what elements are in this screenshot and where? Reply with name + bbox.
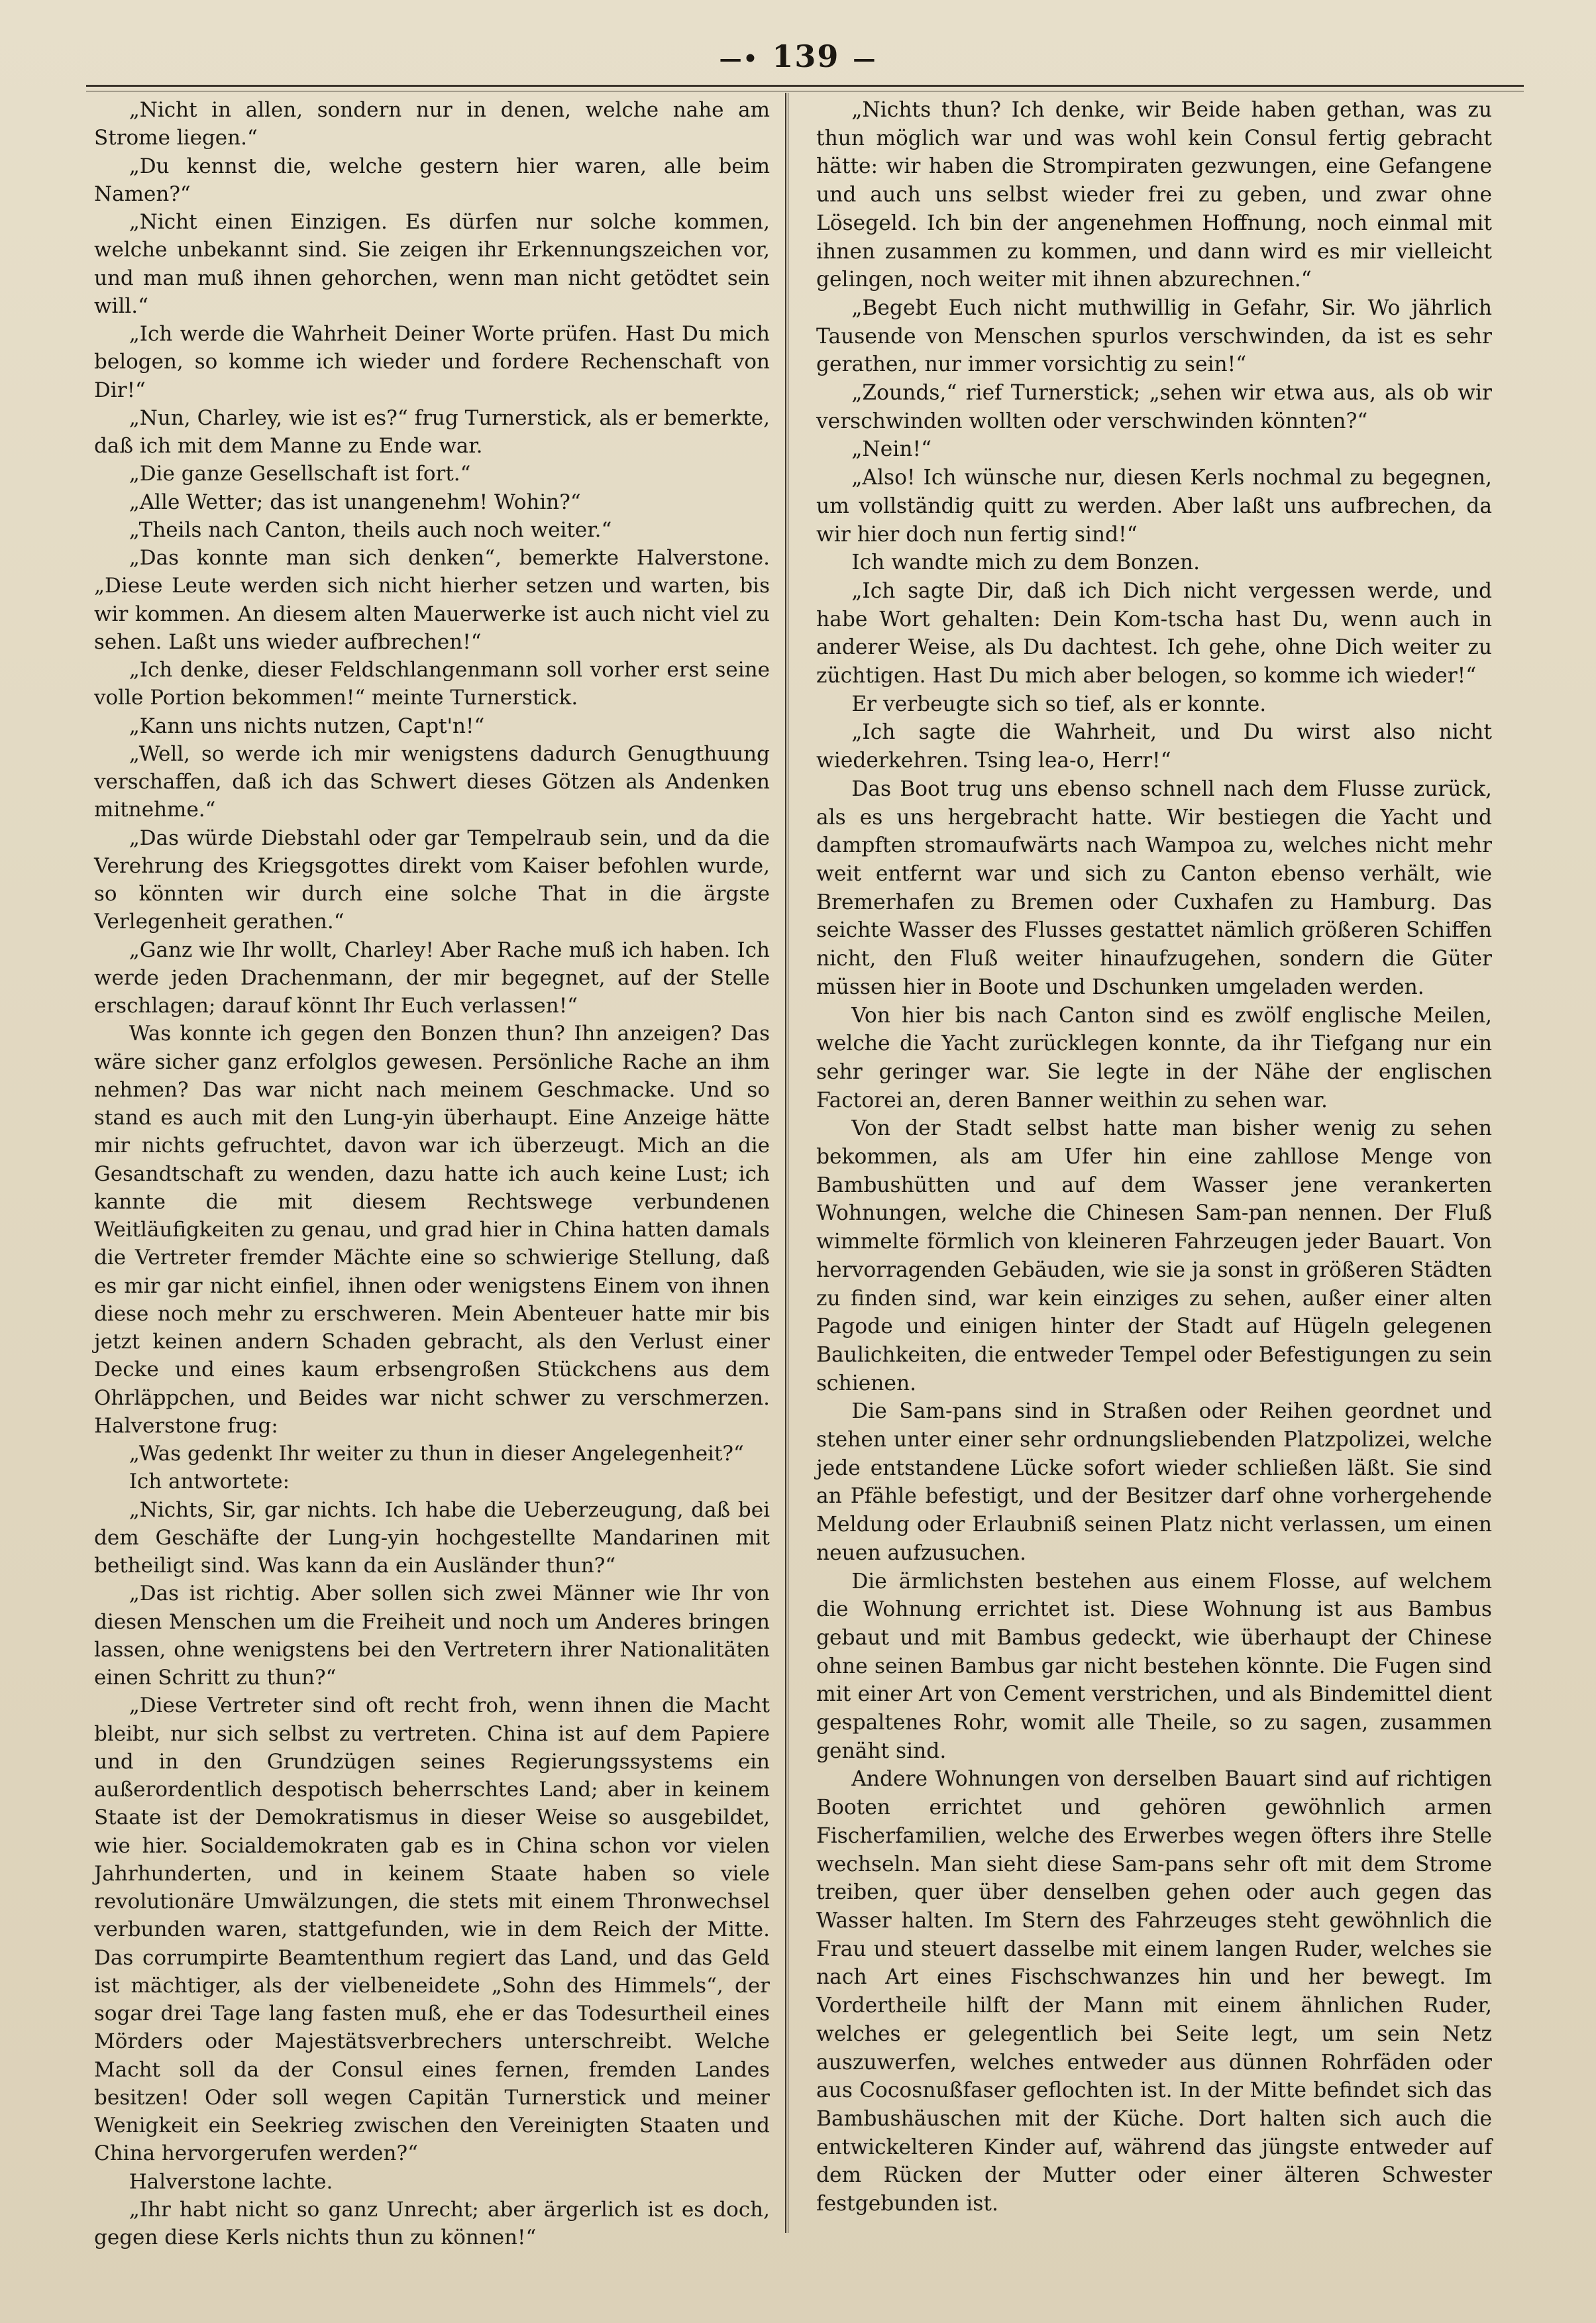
paragraph: „Was gedenkt Ihr weiter zu thun in dieser Angelegenheit?“	[129, 1442, 744, 1466]
column-divider	[785, 93, 786, 2233]
paragraph: „Das konnte man sich denken“, bemerkte Halverstone. „Diese Leute werden sich nicht hierher setzen und warten, bis wir kommen. An diesem alten Mauerwerke ist auch nicht viel zu sehen. Laßt uns wieder aufbrechen!“	[94, 546, 770, 654]
paragraph: Halverstone lachte.	[129, 2169, 333, 2194]
paragraph: „Ganz wie Ihr wollt, Charley! Aber Rache muß ich haben. Ich werde jeden Drachenmann, der mir begegnet, auf der Stelle erschlagen; darauf könnt Ihr Euch verlassen!“	[94, 938, 770, 1018]
ornament-right: —	[853, 46, 877, 72]
header-rule	[86, 85, 1524, 91]
paragraph: „Theils nach Canton, theils auch noch weiter.“	[129, 517, 612, 542]
paragraph: „Ihr habt nicht so ganz Unrecht; aber ärgerlich ist es doch, gegen diese Kerls nichts thun zu können!“	[94, 2197, 770, 2249]
ornament-left: —•	[719, 46, 759, 72]
paragraph: „Nein!“	[851, 437, 932, 462]
page-number: 139	[772, 38, 840, 74]
paragraph: Andere Wohnungen von derselben Bauart sind auf richtigen Booten errichtet und gehören gewöhnlich armen Fischerfamilien, welche des Erwerbes wegen öfters ihre Stelle wechseln. Man sieht diese Sam-pans sehr oft mit dem Strome treiben, quer über denselben gehen oder auch gegen das Wasser halten. Im Stern des Fahrzeuges steht gewöhnlich die Frau und steuert dasselbe mit einem langen Ruder, welches sie nach Art eines Fischschwanzes hin und her bewegt. Im Vordertheile hilft der Mann mit einem ähnlichen Ruder, welches er gelegentlich bei Seite legt, um sein Netz auszuwerfen, welches entweder aus dünnen Rohrfäden oder aus Cocosnußfaser geflochten ist. In der Mitte befindet sich das Bambushäuschen mit der Küche. Dort halten sich auch die entwickelteren Kinder auf, während das jüngste entweder auf dem Rücken der Mutter oder einer älteren Schwester festgebunden ist.	[816, 1767, 1492, 2216]
page-header	[0, 38, 1596, 74]
paragraph: Ich wandte mich zu dem Bonzen.	[851, 551, 1200, 575]
paragraph: „Zounds,“ rief Turnerstick; „sehen wir etwa aus, als ob wir verschwinden wollten oder verschwinden könnten?“	[816, 381, 1492, 433]
paragraph: „Das würde Diebstahl oder gar Tempelraub sein, und da die Verehrung des Kriegsgottes direkt vom Kaiser befohlen wurde, so könnten wir durch eine solche That in die ärgste Verlegenheit gerathen.“	[94, 826, 770, 934]
paragraph: „Das ist richtig. Aber sollen sich zwei Männer wie Ihr von diesen Menschen um die Freiheit und noch um Anderes bringen lassen, ohne wenigstens bei den Vertretern ihrer Nationalitäten einen Schritt zu thun?“	[94, 1582, 770, 1690]
paragraph: „Nun, Charley, wie ist es?“ frug Turnerstick, als er bemerkte, daß ich mit dem Manne zu Ende war.	[94, 405, 770, 458]
paragraph: „Also! Ich wünsche nur, diesen Kerls nochmal zu begegnen, um vollständig quitt zu werden. Aber laßt uns aufbrechen, da wir hier doch nun fertig sind!“	[816, 466, 1492, 547]
paragraph: „Nicht einen Einzigen. Es dürfen nur solche kommen, welche unbekannt sind. Sie zeigen ihr Erkennungszeichen vor, und man muß ihnen gehorchen, wenn man nicht getödtet sein will.“	[94, 210, 770, 318]
paragraph: „Die ganze Gesellschaft ist fort.“	[129, 462, 471, 486]
paragraph: „Ich denke, dieser Feldschlangenmann soll vorher erst seine volle Portion bekommen!“ meinte Turnerstick.	[94, 658, 770, 710]
paragraph: Von hier bis nach Canton sind es zwölf englische Meilen, welche die Yacht zurücklegen konnte, da ihr Tiefgang nur ein sehr geringer war. Sie legte in der Nähe der englischen Factorei an, deren Banner weithin zu sehen war.	[816, 1003, 1492, 1112]
paragraph: „Ich werde die Wahrheit Deiner Worte prüfen. Hast Du mich belogen, so komme ich wieder und fordere Rechenschaft von Dir!“	[94, 322, 770, 402]
paragraph: „Nicht in allen, sondern nur in denen, welche nahe am Strome liegen.“	[94, 98, 770, 150]
paragraph: Ich antwortete:	[129, 1470, 290, 1494]
paragraph: „Du kennst die, welche gestern hier waren, alle beim Namen?“	[94, 154, 770, 206]
right-column	[816, 96, 1492, 2218]
paragraph: „Kann uns nichts nutzen, Capt'n!“	[129, 714, 485, 738]
paragraph: „Ich sagte die Wahrheit, und Du wirst also nicht wiederkehren. Tsing lea-o, Herr!“	[816, 720, 1492, 773]
paragraph: „Ich sagte Dir, daß ich Dich nicht vergessen werde, und habe Wort gehalten: Dein Kom-tscha hast Du, wenn auch in anderer Weise, als Du dachtest. Ich gehe, ohne Dich weiter zu züchtigen. Hast Du mich aber belogen, so komme ich wieder!“	[816, 578, 1492, 688]
paragraph: Von der Stadt selbst hatte man bisher wenig zu sehen bekommen, als am Ufer hin eine zahllose Menge von Bambushütten und auf dem Wasser jene verankerten Wohnungen, welche die Chinesen Sam-pan nennen. Der Fluß wimmelte förmlich von kleineren Fahrzeugen jeder Bauart. Von hervorragenden Gebäuden, wie sie ja sonst in größeren Städten zu finden sind, war kein einziges zu sehen, außer einer alten Pagode und einigen hinter der Stadt auf Hügeln gelegenen Baulichkeiten, die entweder Tempel oder Befestigungen zu sein schienen.	[816, 1116, 1492, 1395]
paragraph: Die ärmlichsten bestehen aus einem Flosse, auf welchem die Wohnung errichtet ist. Diese Wohnung ist aus Bambus gebaut und mit Bambus gedeckt, wie überhaupt der Chinese ohne seinen Bambus gar nicht bestehen könnte. Die Fugen sind mit einer Art von Cement verstrichen, und als Bindemittel dient gespaltenes Rohr, womit alle Theile, so zu sagen, zusammen genäht sind.	[816, 1569, 1492, 1763]
paragraph: „Nichts thun? Ich denke, wir Beide haben gethan, was zu thun möglich war und was wohl kein Consul fertig gebracht hätte: wir haben die Strompiraten gezwungen, eine Gefangene und auch uns selbst wieder frei zu geben, und zwar ohne Lösegeld. Ich bin der angenehmen Hoffnung, noch einmal mit ihnen zusammen zu kommen, und dann wird es mir vielleicht gelingen, noch weiter mit ihnen abzurechnen.“	[816, 98, 1492, 292]
paragraph: „Begebt Euch nicht muthwillig in Gefahr, Sir. Wo jährlich Tausende von Menschen spurlos verschwinden, da ist es sehr gerathen, nur immer vorsichtig zu sein!“	[816, 296, 1492, 377]
paragraph: „Alle Wetter; das ist unangenehm! Wohin?“	[129, 490, 581, 514]
paragraph: „Diese Vertreter sind oft recht froh, wenn ihnen die Macht bleibt, nur sich selbst zu vertreten. China ist auf dem Papiere und in den Grundzügen seines Regierungssystems ein außerordentlich despotisch beherrschtes Land; aber in keinem Staate ist der Demokratismus in dieser Weise so ausgebildet, wie hier. Socialdemokraten gab es in China schon vor vielen Jahrhunderten, und in keinem Staate haben so viele revolutionäre Umwälzungen, die stets mit einem Thronwechsel verbunden waren, stattgefunden, wie in dem Reich der Mitte. Das corrumpirte Beamtenthum regiert das Land, und das Geld ist mächtiger, als der vielbeneidete „Sohn des Himmels“, der sogar drei Tage lang fasten muß, ehe er das Todesurtheil eines Mörders oder Majestätsverbrechers unterschreibt. Welche Macht soll da der Consul eines fernen, fremden Landes besitzen! Oder soll wegen Capitän Turnerstick und meiner Wenigkeit ein Seekrieg zwischen den Vereinigten Staaten und China hervorgerufen werden?“	[94, 1694, 770, 2166]
paragraph: Was konnte ich gegen den Bonzen thun? Ihn anzeigen? Das wäre sicher ganz erfolglos gewesen. Persönliche Rache an ihm nehmen? Das war nicht nach meinem Geschmacke. Und so stand es auch mit den Lung-yin überhaupt. Eine Anzeige hätte mir nichts gefruchtet, davon war ich überzeugt. Mich an die Gesandtschaft zu wenden, dazu hatte ich auch keine Lust; ich kannte die mit diesem Rechtswege verbundenen Weitläufigkeiten zu genau, und grad hier in China hatten damals die Vertreter fremder Mächte eine so schwierige Stellung, daß es mir gar nicht einfiel, ihnen oder wenigstens Einem von ihnen diese noch mehr zu erschweren. Mein Abenteuer hatte mir bis jetzt keinen andern Schaden gebracht, als den Verlust einer Decke und eines kaum erbsengroßen Stückchens aus dem Ohrläppchen, und Beides war nicht schwer zu verschmerzen. Halverstone frug:	[94, 1022, 770, 1438]
paragraph: Das Boot trug uns ebenso schnell nach dem Flusse zurück, als es uns hergebracht hatte. Wir bestiegen die Yacht und dampften stromaufwärts nach Wampoa zu, welches nicht mehr weit entfernt war und sich zu Canton ebenso verhält, wie Bremerhafen zu Bremen oder Cuxhafen zu Hamburg. Das seichte Wasser des Flusses gestattet nämlich größeren Schiffen nicht, den Fluß weiter hinaufzugehen, sondern die Güter müssen hier in Boote und Dschunken umgeladen werden.	[816, 777, 1492, 999]
paragraph: Die Sam-pans sind in Straßen oder Reihen geordnet und stehen unter einer sehr ordnungsliebenden Platzpolizei, welche jede entstandene Lücke sofort wieder schließen läßt. Sie sind an Pfähle befestigt, und der Besitzer darf ohne vorhergehende Meldung oder Erlaubniß seinen Platz nicht verlassen, um einen neuen aufzusuchen.	[816, 1399, 1492, 1565]
paragraph: „Nichts, Sir, gar nichts. Ich habe die Ueberzeugung, daß bei dem Geschäfte der Lung-yin hochgestellte Mandarinen mit betheiligt sind. Was kann da ein Ausländer thun?“	[94, 1497, 770, 1578]
left-column	[94, 96, 770, 2251]
paragraph: Er verbeugte sich so tief, als er konnte.	[851, 692, 1267, 716]
paragraph: „Well, so werde ich mir wenigstens dadurch Genugthuung verschaffen, daß ich das Schwert dieses Götzen als Andenken mitnehme.“	[94, 741, 770, 822]
